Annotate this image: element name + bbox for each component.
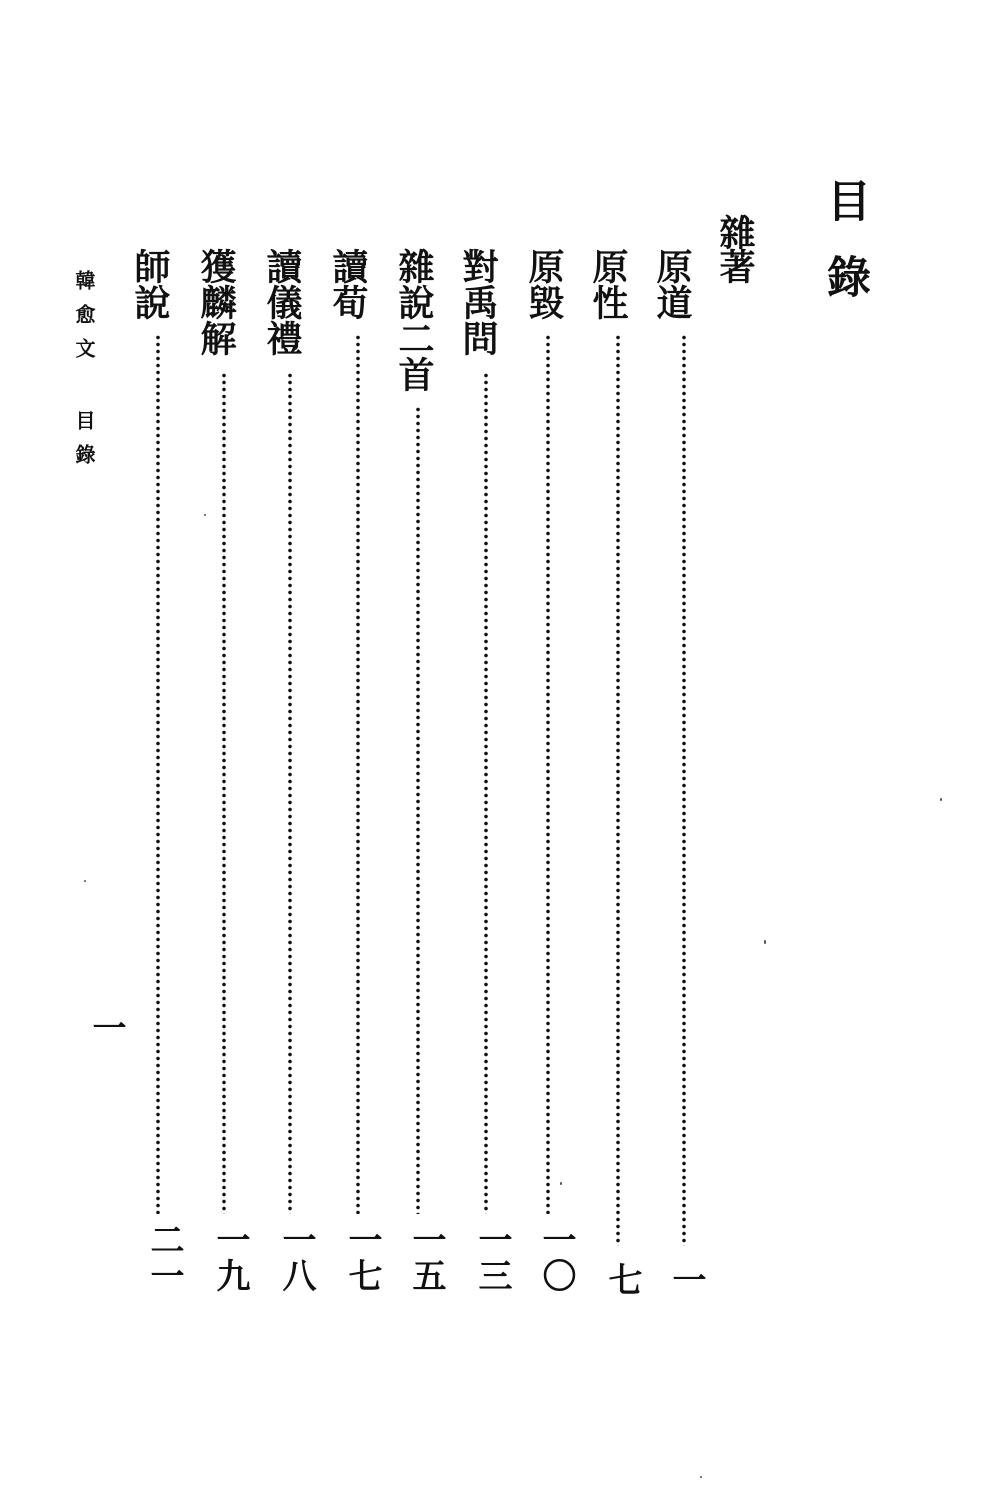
toc-entry-page: 一九	[210, 1222, 250, 1294]
toc-entry-title: 對禹問	[457, 248, 499, 356]
toc-entry-title: 原道	[651, 248, 693, 320]
toc-entry-title: 師說	[129, 248, 171, 320]
dot-leader	[484, 372, 488, 1214]
section-heading: 雜著	[714, 214, 756, 282]
toc-entry-title: 雜說二首	[393, 248, 435, 392]
scan-speck	[560, 1182, 562, 1185]
toc-entry-page: 一五	[406, 1222, 446, 1294]
toc-entry-title: 原毀	[523, 248, 565, 320]
scan-speck	[204, 514, 206, 516]
dot-leader	[156, 334, 160, 1214]
dot-leader	[222, 372, 226, 1214]
toc-entry-page: 七	[602, 1262, 642, 1298]
page-title: 目錄	[819, 178, 870, 330]
dot-leader	[616, 334, 620, 1246]
dot-leader	[682, 334, 686, 1246]
running-header: 韓愈文 目錄	[72, 270, 96, 478]
dot-leader	[288, 372, 292, 1214]
toc-entry-page: 一三	[472, 1222, 512, 1294]
toc-entry-page: 一〇	[536, 1222, 576, 1294]
page-number: 一	[86, 1010, 126, 1044]
toc-entry-title: 讀荀	[327, 248, 369, 320]
scan-speck	[764, 940, 766, 944]
scan-speck	[940, 798, 942, 801]
toc-entry-title: 獲麟解	[195, 248, 237, 356]
toc-entry-title: 讀儀禮	[261, 248, 303, 356]
dot-leader	[356, 334, 360, 1214]
toc-entry-title: 原性	[587, 248, 629, 320]
scan-speck	[84, 880, 86, 882]
toc-entry-page: 一	[666, 1262, 706, 1298]
dot-leader	[546, 334, 550, 1214]
dot-leader	[416, 406, 420, 1214]
toc-entry-page: 一八	[276, 1222, 316, 1294]
toc-entry-page: 一七	[342, 1222, 382, 1294]
toc-entry-page: 二一	[144, 1222, 184, 1294]
scan-speck	[700, 1476, 702, 1478]
